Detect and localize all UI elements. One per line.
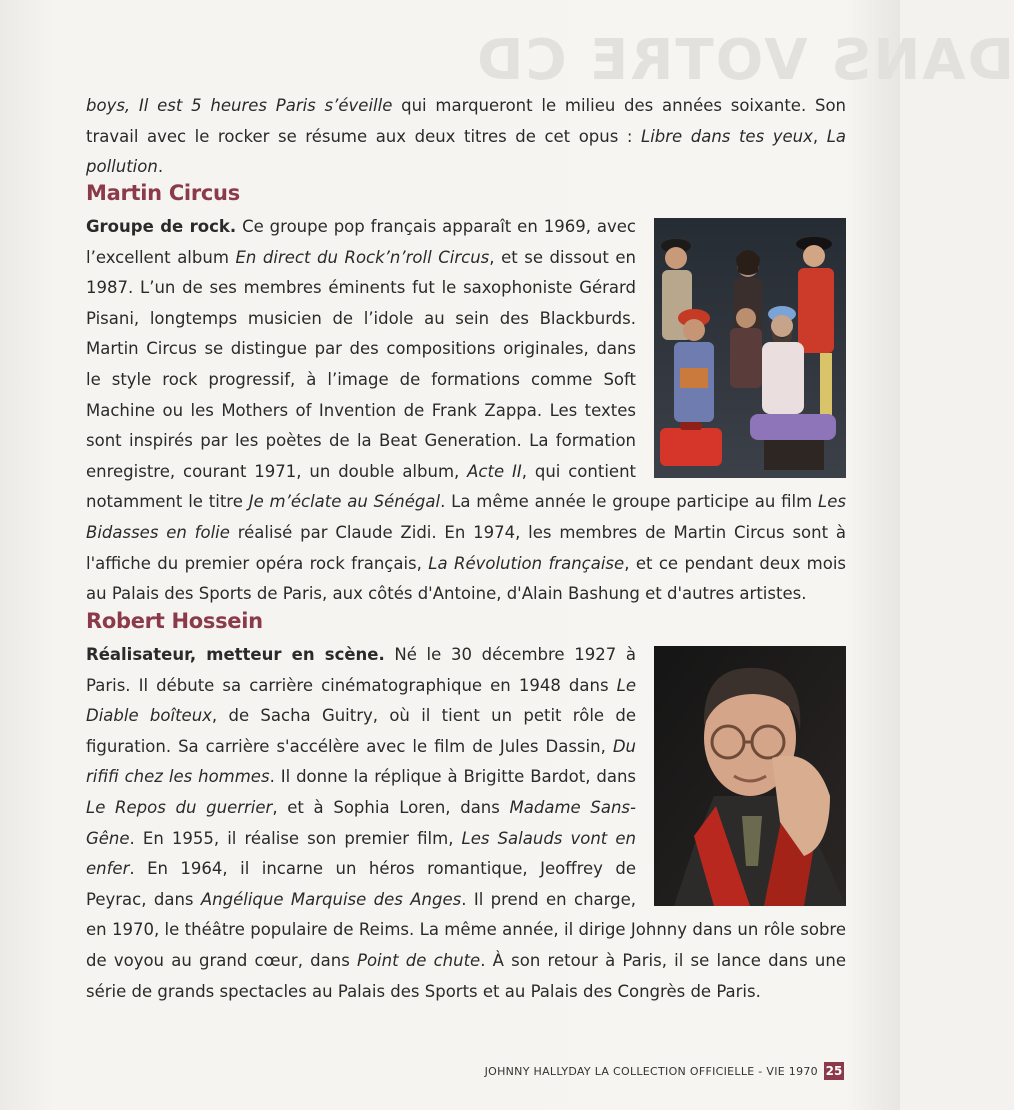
show-through-heading: DANS VOTRE CD bbox=[475, 28, 1014, 93]
rh-text-13: . Il prend en charge, en 1970, le théâtre populaire de Reims. La même année, il dirige Johnny dans un rôle sobre de voyou au grand cœur, dans bbox=[86, 889, 846, 970]
rh-text-9: . En 1955, il réalise son premier film, bbox=[129, 828, 462, 848]
intro-text-2: qui marqueront le milieu des années soixante. Son travail avec le rocker se résume aux deux titres de cet opus : bbox=[86, 96, 846, 146]
mc-text-5: , qui contient notamment le titre bbox=[86, 461, 636, 512]
rh-italic-6: Le Repos du guerrier bbox=[86, 797, 273, 817]
page-number: 25 bbox=[825, 1064, 843, 1078]
mc-italic-10: La Révolution française bbox=[428, 553, 625, 573]
robert-hossein-photo bbox=[654, 646, 846, 906]
mc-text-7: . La même année le groupe participe au film bbox=[440, 492, 819, 512]
rh-italic-12: Angélique Marquise des Anges bbox=[200, 889, 462, 909]
robert-hossein-title: Robert Hossein bbox=[86, 609, 263, 633]
rh-italic-14: Point de chute bbox=[357, 950, 481, 970]
mc-text-9: réalisé par Claude Zidi. En 1974, les membres de Martin Circus sont à l'affiche du premier opéra rock français, bbox=[86, 522, 846, 573]
rh-text-3: , de Sacha Guitry, où il tient un petit rôle de figuration. Sa carrière s'accélère avec le film de Jules Dassin, bbox=[86, 706, 636, 756]
mc-text-1: Ce groupe pop français apparaît en 1969, avec l’excellent album bbox=[86, 217, 636, 267]
rh-text-1: Né le 30 décembre 1927 à Paris. Il débute sa carrière cinématographique en 1948 dans bbox=[86, 645, 636, 695]
rh-italic-2: Le Diable boîteux bbox=[86, 675, 636, 726]
rh-text-15: . À son retour à Paris, il se lance dans une série de grands spectacles au Palais des Sports et au Palais des Congrès de Paris. bbox=[86, 950, 846, 1001]
mc-text-3: , et se dissout en 1987. L’un de ses membres éminents fut le saxophoniste Gérard Pisani, longtemps musicien de l’idole au sein des Blackburds. Martin Circus se distingue par des compositions originales, dans le style rock progressif, à l’image de formations comme Soft Machine ou les Mothers of Invention de Frank Zappa. Les textes sont inspirés par les poètes de la Beat Generation. La formation enregistre, courant 1971, un double album, bbox=[86, 247, 637, 481]
intro-italic-1: boys, Il est 5 heures Paris s’éveille bbox=[86, 96, 393, 115]
intro-text-4: , bbox=[812, 126, 827, 146]
rh-italic-8: Madame Sans-Gêne bbox=[86, 797, 636, 848]
rh-italic-4: Du rififi chez les hommes bbox=[86, 736, 636, 787]
mc-italic-6: Je m’éclate au Sénégal bbox=[248, 492, 441, 512]
intro-paragraph bbox=[86, 91, 846, 183]
page-footer bbox=[485, 1062, 844, 1080]
mc-italic-4: Acte II bbox=[467, 461, 522, 481]
footer-collection-title: JOHNNY HALLYDAY LA COLLECTION OFFICIELLE - VIE 1970 bbox=[484, 1064, 818, 1078]
rh-text-5: . Il donne la réplique à Brigitte Bardot, dans bbox=[269, 767, 637, 787]
robert-hossein-paragraph bbox=[86, 640, 846, 1007]
martin-circus-paragraph bbox=[86, 212, 846, 610]
robert-hossein-role: Réalisateur, metteur en scène. bbox=[86, 645, 385, 664]
intro-italic-5: La pollution bbox=[86, 126, 846, 177]
martin-circus-title: Martin Circus bbox=[86, 181, 240, 205]
mc-text-11: , et ce pendant deux mois au Palais des Sports de Paris, aux côtés d'Antoine, d'Alain Bashung et d'autres artistes. bbox=[86, 553, 847, 604]
rh-italic-10: Les Salauds vont en enfer bbox=[86, 828, 636, 879]
mc-italic-2: En direct du Rock’n’roll Circus bbox=[235, 247, 490, 267]
mc-italic-8: Les Bidasses en folie bbox=[86, 492, 846, 542]
intro-italic-3: Libre dans tes yeux bbox=[641, 126, 813, 146]
rh-text-7: , et à Sophia Loren, dans bbox=[272, 797, 510, 817]
intro-text-6: . bbox=[157, 157, 164, 177]
rh-text-11: . En 1964, il incarne un héros romantique, Jeoffrey de Peyrac, dans bbox=[86, 859, 636, 909]
martin-circus-photo bbox=[654, 218, 846, 478]
martin-circus-role: Groupe de rock. bbox=[86, 217, 237, 236]
